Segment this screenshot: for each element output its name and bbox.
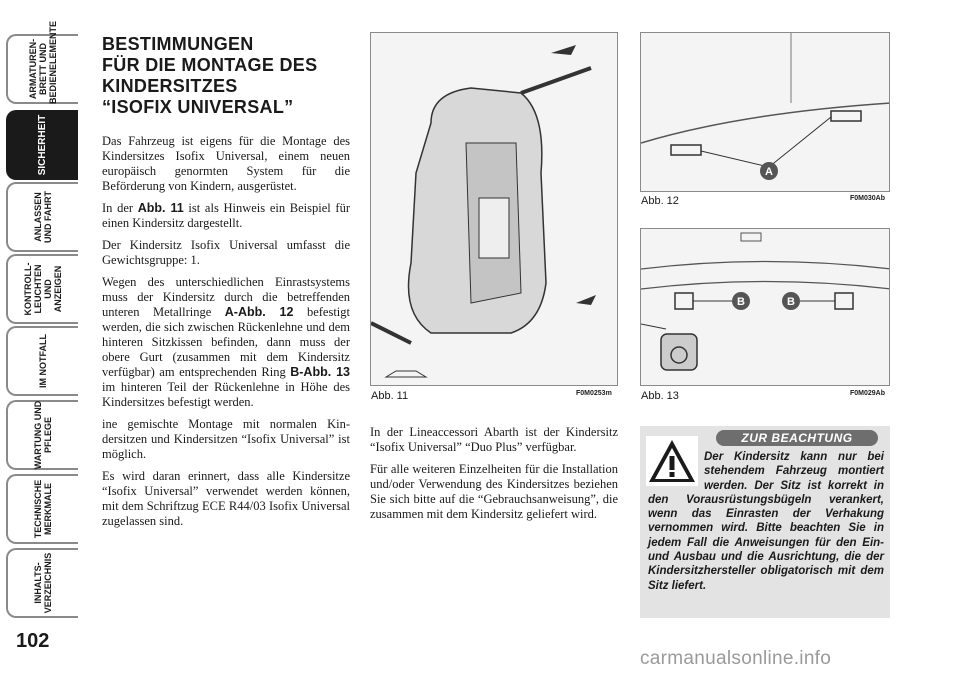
figure-12-code: F0M030Ab [850,195,886,202]
figure-reference: Abb. 11 [137,201,184,215]
tab-inhaltsverzeichnis[interactable]: INHALTS- VERZEICHNIS [6,548,78,618]
marker-a-label: A [765,166,773,178]
tab-wartung[interactable]: WARTUNG UND PFLEGE [6,400,78,470]
tab-technische-merkmale[interactable]: TECHNISCHE MERKMALE [6,474,78,544]
seat-rings-drawing [641,33,890,192]
paragraph: ine gemischte Montage mit normalen Kindersitzen und Kindersitzen “Isofix Universal” ist möglich. [102,417,350,461]
warning-text: Der Kindersitz kann nur bei stehendem Fahrzeug montiert werden. Der Sitz ist korrekt in den Vorausrüstungsbügeln verankert, wenn das Einrasten der Verhakung vernommen wird. Bitte beachten Sie in jedem Fall die Anweisungen für den Ein- und Ausbau und die Ausrichtung, die der Kindersitzhersteller obligatorisch mit dem Sitz liefert. [648,451,884,592]
chapter-tabs [0,0,80,640]
figure-11-code: F0M0253m [576,390,612,397]
child-seat-drawing [371,33,618,386]
paragraph: Das Fahrzeug ist eigens für die Montage des Kindersitzes Isofix Universal, einem neuen europäisch genormten System für die Beförderung von Kindern, ausgerüstet. [102,134,350,193]
paragraph: Es wird daran erinnert, dass alle Kindersitze “Isofix Universal” verwendet werden können, mit dem Schriftzug ECE R44/03 Isofix Universal zugelassen sind. [102,469,350,528]
middle-column [370,425,618,529]
figure-reference: A-Abb. 12 [224,305,294,319]
figure-reference: B-Abb. 13 [290,365,350,379]
figure-12-isofix-rings [640,32,890,192]
figure-11-caption: Abb. 11 [371,390,409,402]
tab-anlassen[interactable]: ANLASSEN UND FAHRT [6,182,78,252]
watermark-text: carmanualsonline.info [640,648,832,669]
paragraph: In der Abb. 11 ist als Hinweis ein Beispiel für einen Kindersitz dargestellt. [102,201,350,230]
figure-13-top-tether-rings [640,228,890,386]
tab-armaturenbrett[interactable]: ARMATUREN- BRETT UND BEDIENELEMENTE [6,34,78,104]
rear-seat-drawing [641,229,890,386]
tab-kontrollleuchten[interactable]: KONTROLL- LEUCHTEN UND ANZEIGEN [6,254,78,324]
paragraph: Wegen des unterschiedlichen Einrastsystems muss der Kindersitz durch die betreffenden unteren Metallringe A-Abb. 12 befestigt werden, die sich zwischen Rückenlehne und dem hinteren Sitzkissen befinden, dann muss der obere Gurt (zusammen mit dem Kindersitz verfügbar) am entsprechenden Ring B-Abb. 13 im hinteren Teil der Rückenlehne in Höhe des Kindersitzes befestigt werden. [102,275,350,409]
figure-11-child-seat-illustration [370,32,618,386]
figure-13-caption: Abb. 13 [641,390,679,402]
figure-12-caption: Abb. 12 [641,195,679,207]
marker-b-label: B [737,296,745,308]
tab-im-notfall[interactable]: IM NOTFALL [6,326,78,396]
section-heading: BESTIMMUNGEN FÜR DIE MONTAGE DES KINDERSITZES “ISOFIX UNIVERSAL” [102,34,318,117]
tab-sicherheit[interactable]: SICHERHEIT [6,110,78,180]
paragraph: In der Lineaccessori Abarth ist der Kindersitz “Isofix Universal” “Duo Plus” verfügbar. [370,425,618,454]
figure-13-code: F0M029Ab [850,390,886,397]
marker-b-label: B [787,296,795,308]
paragraph: Für alle weiteren Einzelheiten für die Installation und/oder Verwendung des Kindersitzes beziehen Sie sich bitte auf die “Gebrauchsanweisung”, die zusammen mit dem Kindersitz geliefert wird. [370,462,618,521]
page-number: 102 [16,630,50,652]
left-column [102,34,350,536]
warning-title: ZUR BEACHTUNG [716,430,878,446]
warning-box [640,426,890,618]
paragraph: Der Kindersitz Isofix Universal umfasst die Gewichtsgruppe: 1. [102,238,350,267]
